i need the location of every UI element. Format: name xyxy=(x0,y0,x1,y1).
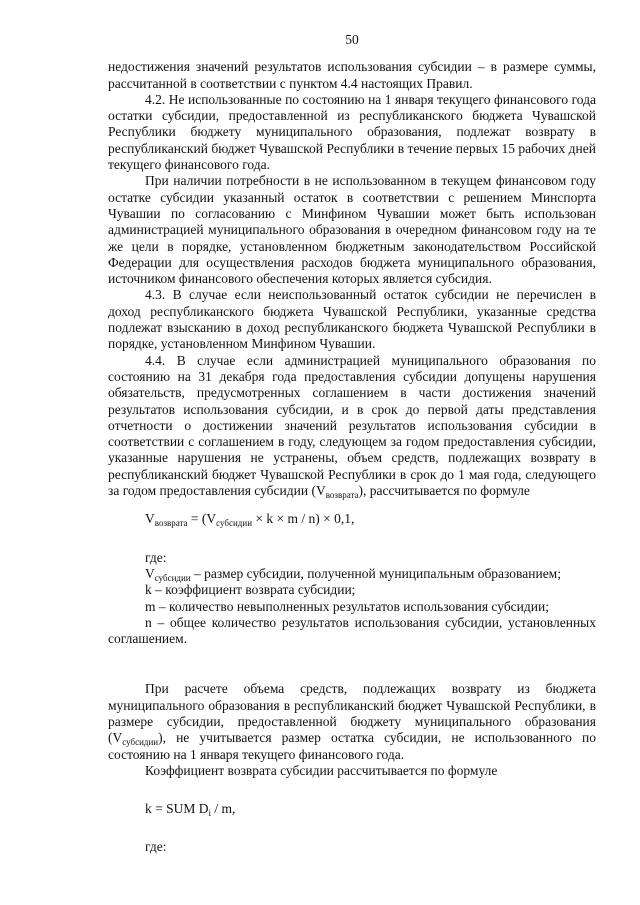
where-label-1: где: xyxy=(145,549,167,565)
paragraph-calculation-note: При расчете объема средств, подлежащих возврату из бюджета муниципального образования в республиканский бюджет Чувашской Республики, в размере субсидии, предоставленной бюджету муниципального образования $(V_{субсидии})$, не учитывается размер остатка субсидии, не использованного по состоянию на 1 января текущего финансового года. xyxy=(108,681,596,762)
definition-v-subsidy: $V_{субсидии}$ – размер субсидии, полученной муниципальным образованием; xyxy=(145,565,561,583)
paragraph-coefficient: Коэффициент возврата субсидии рассчитывается по формуле xyxy=(145,762,498,778)
paragraph-4-3: 4.3. В случае если неиспользованный остаток субсидии не перечислен в доход республиканского бюджета Чувашской Республики, указанные средства подлежат взысканию в доход республиканского бюджета Чувашской Республики в порядке, установленном Минфином Чувашии. xyxy=(108,287,596,352)
paragraph-continuation: недостижения значений результатов использования субсидии – в размере суммы, рассчитанной в соответствии с пунктом 4.4 настоящих Правил. xyxy=(108,59,596,91)
formula-return-volume: $V_{возврата} = (V_{субсидии} \times k \times m / n) \times 0,1$, xyxy=(145,511,355,529)
page-number: 50 xyxy=(345,32,359,47)
definition-k: k – коэффициент возврата субсидии; xyxy=(145,582,356,598)
paragraph-4-4: 4.4. В случае если администрацией муниципального образования по состоянию на 31 декабря года предоставления субсидии допущены нарушения обязательств, предусмотренных соглашением в части достижения значений результатов использования субсидии, и в срок до первой даты представления отчетности о достижении значений результатов использования субсидии в соответствии с соглашением в году, следующем за годом предоставления субсидии, указанные нарушения не устранены, объем средств, подлежащих возврату в республиканский бюджет Чувашской Республики в срок до 1 мая года, следующего за годом предоставления субсидии $(V_{возврата})$, рассчитывается по формуле xyxy=(108,352,596,501)
definition-n: n – общее количество результатов использования субсидии, установленных соглашением. xyxy=(108,614,596,647)
paragraph-remaining-balance: При наличии потребности в не использованном в текущем финансовом году остатке субсидии указанный остаток в соответствии с решением Минспорта Чувашии по согласованию с Минфином Чувашии может быть использован администрацией муниципального образования в очередном финансовом году на те же цели в порядке, установленном бюджетным законодательством Российской Федерации для осуществления расходов бюджета муниципального образования, источником финансового обеспечения которых является субсидия. xyxy=(108,173,596,287)
definition-m: m – количество невыполненных результатов использования субсидии; xyxy=(145,598,549,614)
document-page xyxy=(108,32,596,856)
where-label-2: где: xyxy=(145,839,167,855)
paragraph-4-2: 4.2. Не использованные по состоянию на 1 января текущего финансового года остатки субсидии, предоставленной из республиканского бюджета Чувашской Республики бюджету муниципального образования, подлежат возврату в республиканский бюджет Чувашской Республики в течение первых 15 рабочих дней текущего финансового года. xyxy=(108,91,596,173)
formula-coefficient: k = SUM $D_i$ / m, xyxy=(145,801,236,819)
